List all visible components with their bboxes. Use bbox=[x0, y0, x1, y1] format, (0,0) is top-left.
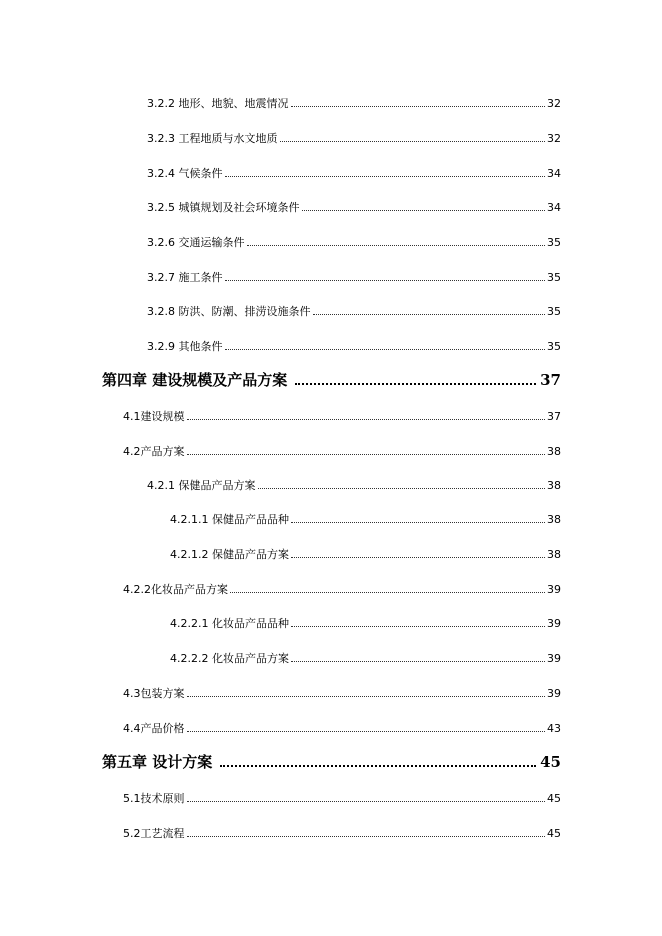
toc-entry-number: 3.2.3 bbox=[147, 132, 175, 145]
toc-entry[interactable] bbox=[147, 167, 561, 180]
toc-entry[interactable] bbox=[147, 271, 561, 284]
toc-entry-page: 39 bbox=[547, 617, 561, 630]
toc-entry[interactable] bbox=[123, 583, 561, 596]
dot-leader bbox=[225, 348, 546, 350]
toc-entry-page: 34 bbox=[547, 201, 561, 214]
toc-entry-title: 工艺流程 bbox=[140, 827, 185, 840]
toc-entry-title: 施工条件 bbox=[178, 271, 223, 284]
toc-entry-number: 3.2.2 bbox=[147, 97, 175, 110]
toc-chapter-title: 设计方案 bbox=[152, 753, 213, 771]
dot-leader bbox=[220, 764, 536, 767]
toc-entry-number: 4.2.1.2 bbox=[170, 548, 209, 561]
toc-entry-page: 32 bbox=[547, 132, 561, 145]
toc-entry-page: 32 bbox=[547, 97, 561, 110]
dot-leader bbox=[313, 313, 546, 315]
toc-entry-title: 化妆品产品方案 bbox=[211, 652, 289, 665]
dot-leader bbox=[295, 382, 536, 385]
toc-entry-number: 3.2.5 bbox=[147, 201, 175, 214]
dot-leader bbox=[291, 660, 545, 662]
toc-entry-page: 38 bbox=[547, 548, 561, 561]
toc-entry-title: 保健品产品方案 bbox=[178, 479, 256, 492]
toc-entry[interactable] bbox=[170, 617, 561, 630]
toc-entry[interactable] bbox=[147, 201, 561, 214]
toc-entry-number: 3.2.4 bbox=[147, 167, 175, 180]
toc-entry-title: 交通运输条件 bbox=[178, 236, 245, 249]
dot-leader bbox=[291, 556, 545, 558]
toc-entry-number: 4.2.2 bbox=[123, 583, 151, 596]
toc-entry-title: 地形、地貌、地震情况 bbox=[178, 97, 289, 110]
toc-entry-title: 气候条件 bbox=[178, 167, 223, 180]
toc-entry-number: 4.4 bbox=[123, 722, 141, 735]
toc-entry-page: 35 bbox=[547, 340, 561, 353]
dot-leader bbox=[187, 695, 546, 697]
toc-chapter-page: 37 bbox=[540, 371, 561, 389]
toc-entry-number: 5.2 bbox=[123, 827, 141, 840]
toc-entry-title: 保健品产品方案 bbox=[211, 548, 289, 561]
toc-entry-page: 39 bbox=[547, 652, 561, 665]
toc-entry-number: 3.2.9 bbox=[147, 340, 175, 353]
toc-entry-page: 37 bbox=[547, 410, 561, 423]
toc-entry[interactable] bbox=[147, 305, 561, 318]
toc-entry-page: 39 bbox=[547, 583, 561, 596]
toc-entry-page: 45 bbox=[547, 792, 561, 805]
toc-chapter-number: 第五章 bbox=[102, 753, 148, 771]
toc-entry-page: 45 bbox=[547, 827, 561, 840]
toc-chapter-entry[interactable] bbox=[102, 754, 561, 771]
toc-entry-number: 4.2.2.2 bbox=[170, 652, 209, 665]
toc-entry-number: 3.2.8 bbox=[147, 305, 175, 318]
dot-leader bbox=[187, 800, 546, 802]
toc-entry-number: 5.1 bbox=[123, 792, 141, 805]
toc-entry-number: 4.2.1 bbox=[147, 479, 175, 492]
dot-leader bbox=[291, 625, 545, 627]
toc-entry-title: 产品方案 bbox=[140, 445, 185, 458]
toc-chapter-title: 建设规模及产品方案 bbox=[152, 371, 288, 389]
dot-leader bbox=[247, 244, 546, 246]
toc-entry-title: 保健品产品品种 bbox=[211, 513, 289, 526]
toc-entry-title: 化妆品产品方案 bbox=[151, 583, 228, 596]
toc-chapter-page: 45 bbox=[540, 753, 561, 771]
toc-entry-page: 43 bbox=[547, 722, 561, 735]
toc-chapter-number: 第四章 bbox=[102, 371, 148, 389]
toc-entry[interactable] bbox=[170, 548, 561, 561]
dot-leader bbox=[187, 835, 546, 837]
dot-leader bbox=[187, 730, 546, 732]
toc-entry-number: 4.2.2.1 bbox=[170, 617, 209, 630]
toc-entry[interactable] bbox=[123, 687, 561, 700]
dot-leader bbox=[225, 279, 546, 281]
toc-entry[interactable] bbox=[123, 792, 561, 805]
toc-entry-page: 38 bbox=[547, 513, 561, 526]
toc-entry[interactable] bbox=[123, 827, 561, 840]
dot-leader bbox=[291, 521, 545, 523]
toc-entry-number: 4.1 bbox=[123, 410, 141, 423]
dot-leader bbox=[187, 453, 546, 455]
toc-entry[interactable] bbox=[147, 236, 561, 249]
toc-entry-title: 产品价格 bbox=[140, 722, 185, 735]
toc-entry-title: 包装方案 bbox=[140, 687, 185, 700]
dot-leader bbox=[258, 487, 546, 489]
toc-entry-page: 34 bbox=[547, 167, 561, 180]
toc-entry-number: 4.2 bbox=[123, 445, 141, 458]
dot-leader bbox=[230, 591, 545, 593]
toc-entry-title: 化妆品产品品种 bbox=[211, 617, 289, 630]
toc-entry[interactable] bbox=[123, 410, 561, 423]
toc-entry-page: 39 bbox=[547, 687, 561, 700]
toc-entry-number: 3.2.7 bbox=[147, 271, 175, 284]
toc-entry-title: 工程地质与水文地质 bbox=[178, 132, 278, 145]
dot-leader bbox=[280, 140, 546, 142]
toc-entry[interactable] bbox=[147, 340, 561, 353]
toc-chapter-entry[interactable] bbox=[102, 372, 561, 389]
toc-entry[interactable] bbox=[170, 652, 561, 665]
toc-entry-title: 城镇规划及社会环境条件 bbox=[178, 201, 300, 214]
toc-entry-page: 35 bbox=[547, 271, 561, 284]
toc-entry-title: 其他条件 bbox=[178, 340, 223, 353]
toc-entry[interactable] bbox=[123, 722, 561, 735]
toc-entry-page: 35 bbox=[547, 236, 561, 249]
toc-entry[interactable] bbox=[123, 445, 561, 458]
toc-entry[interactable] bbox=[147, 97, 561, 110]
dot-leader bbox=[291, 105, 546, 107]
toc-entry-number: 3.2.6 bbox=[147, 236, 175, 249]
toc-entry-page: 35 bbox=[547, 305, 561, 318]
toc-entry[interactable] bbox=[147, 132, 561, 145]
toc-entry-page: 38 bbox=[547, 445, 561, 458]
toc-entry-number: 4.2.1.1 bbox=[170, 513, 209, 526]
toc-entry-title: 建设规模 bbox=[140, 410, 185, 423]
toc-entry-title: 防洪、防潮、排涝设施条件 bbox=[178, 305, 311, 318]
dot-leader bbox=[187, 418, 546, 420]
toc-entry-page: 38 bbox=[547, 479, 561, 492]
toc-entry-title: 技术原则 bbox=[140, 792, 185, 805]
dot-leader bbox=[225, 175, 546, 177]
toc-entry[interactable] bbox=[170, 513, 561, 526]
toc-entry-number: 4.3 bbox=[123, 687, 141, 700]
dot-leader bbox=[302, 209, 546, 211]
toc-entry[interactable] bbox=[147, 479, 561, 492]
